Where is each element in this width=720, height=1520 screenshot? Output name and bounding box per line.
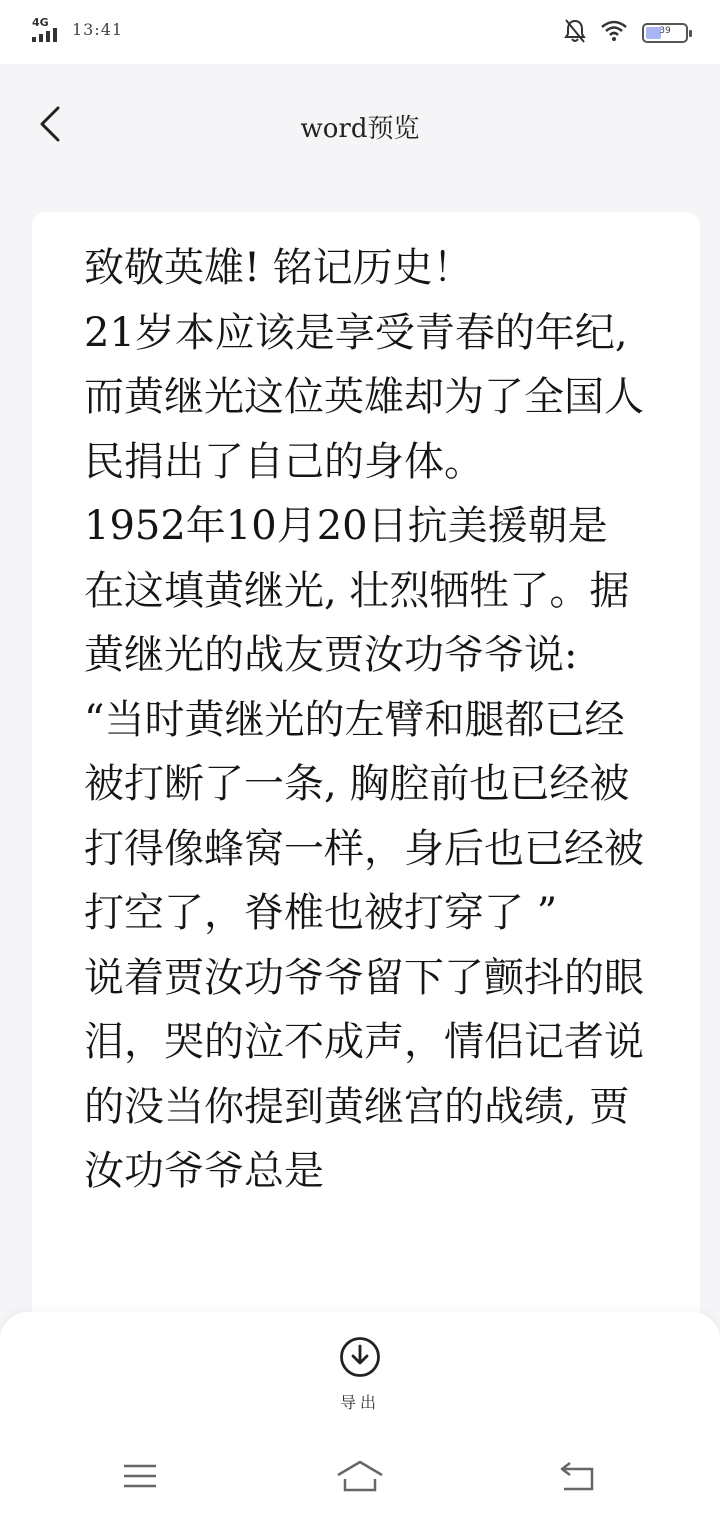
status-bar — [0, 0, 720, 64]
download-circle-icon — [339, 1336, 381, 1378]
wifi-icon — [600, 20, 628, 46]
status-right — [564, 18, 688, 48]
return-button[interactable] — [548, 1450, 608, 1502]
document-text: 致敬英雄! 铭记历史！ 21岁本应该是享受青春的年纪, 而黄继光这位英雄却为了全国人民捐出了自己的身体。 1952年10月20日抗美援朝是在这填黄继光, 壮烈牺牲了。据黄继光的战友贾汝功爷爷说: “当时黄继光的左臂和腿都已经被打断了一条, 胸腔前也已经被打得像蜂窝一样，身后也已经被打空了，脊椎也被打穿了 ” 说着贾汝功爷爷留下了颤抖的眼泪，哭的泣不成声，情侣记者说的没当你提到黄继宫的战绩, 贾汝功爷爷总是 — [84, 245, 644, 1194]
document-preview[interactable] — [32, 212, 700, 1332]
signal-icon — [32, 16, 62, 42]
export-button[interactable] — [320, 1334, 400, 1414]
battery-icon — [642, 23, 688, 43]
home-icon — [335, 1459, 385, 1493]
bell-off-icon — [564, 18, 586, 48]
menu-button[interactable] — [110, 1450, 170, 1502]
network-type: 4G — [32, 16, 49, 29]
status-time: 13:41 — [72, 19, 124, 39]
system-navigation-bar — [0, 1432, 720, 1520]
home-button[interactable] — [330, 1450, 390, 1502]
page-title: word预览 — [300, 114, 420, 144]
status-left — [32, 16, 123, 42]
return-icon — [558, 1460, 598, 1492]
battery-level: 39 — [659, 26, 671, 36]
export-label: 导出 — [339, 1393, 380, 1412]
menu-icon — [122, 1462, 158, 1490]
nav-bar — [0, 64, 720, 188]
